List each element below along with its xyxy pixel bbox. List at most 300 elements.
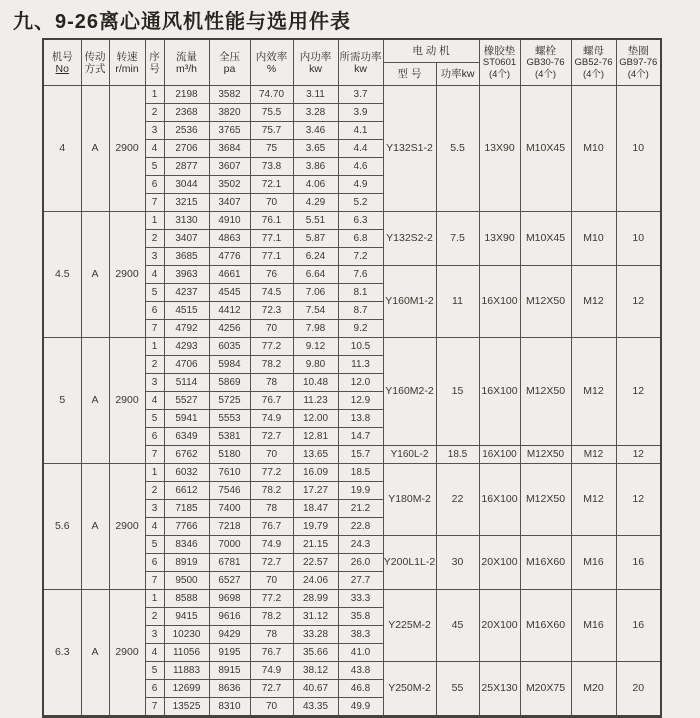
nut-cell: M12 xyxy=(571,338,616,446)
efficiency-cell: 74.70 xyxy=(250,86,293,104)
seq-cell: 2 xyxy=(145,608,164,626)
flow-cell: 7185 xyxy=(164,500,209,518)
col-header-pressure xyxy=(209,39,250,86)
rubber-pad-cell: 20X100 xyxy=(479,590,520,662)
header-line: No xyxy=(55,62,69,75)
power-cell: 16.09 xyxy=(293,464,338,482)
seq-cell: 7 xyxy=(145,698,164,717)
speed-cell: 2900 xyxy=(109,464,145,590)
nut-cell: M12 xyxy=(571,266,616,338)
power-cell: 12.81 xyxy=(293,428,338,446)
bolt-cell: M20X75 xyxy=(520,662,571,717)
power-cell: 13.65 xyxy=(293,446,338,464)
efficiency-cell: 72.7 xyxy=(250,554,293,572)
power-cell: 9.12 xyxy=(293,338,338,356)
bolt-cell: M12X50 xyxy=(520,266,571,338)
required-power-cell: 41.0 xyxy=(338,644,383,662)
washer-cell: 12 xyxy=(616,266,661,338)
seq-cell: 7 xyxy=(145,320,164,338)
seq-cell: 3 xyxy=(145,122,164,140)
drive-cell: A xyxy=(81,590,109,717)
pressure-cell: 5725 xyxy=(209,392,250,410)
rubber-pad-cell: 16X100 xyxy=(479,446,520,464)
motor-power-cell: 5.5 xyxy=(436,86,479,212)
page-title: 九、9-26离心通风机性能与选用件表 xyxy=(13,11,352,33)
flow-cell: 4515 xyxy=(164,302,209,320)
col-header-bolt xyxy=(520,39,571,86)
flow-cell: 2368 xyxy=(164,104,209,122)
power-cell: 31.12 xyxy=(293,608,338,626)
required-power-cell: 8.7 xyxy=(338,302,383,320)
header-line: 橡胶垫 xyxy=(483,44,516,57)
header-line: kw xyxy=(354,62,367,75)
header-line: (4个) xyxy=(582,68,605,80)
power-cell: 11.23 xyxy=(293,392,338,410)
header-line: 内效率 xyxy=(255,50,288,63)
required-power-cell: 7.6 xyxy=(338,266,383,284)
required-power-cell: 9.2 xyxy=(338,320,383,338)
machine-no-cell: 5 xyxy=(43,338,81,464)
col-header-power xyxy=(293,39,338,86)
rubber-pad-cell: 13X90 xyxy=(479,86,520,212)
seq-cell: 1 xyxy=(145,86,164,104)
required-power-cell: 3.9 xyxy=(338,104,383,122)
col-header-nut xyxy=(571,39,616,86)
efficiency-cell: 78.2 xyxy=(250,482,293,500)
col-header-flow xyxy=(164,39,209,86)
header-line: 转速 xyxy=(116,50,138,63)
pressure-cell: 3407 xyxy=(209,194,250,212)
seq-cell: 1 xyxy=(145,338,164,356)
rubber-pad-cell: 16X100 xyxy=(479,338,520,446)
flow-cell: 8346 xyxy=(164,536,209,554)
pressure-cell: 8915 xyxy=(209,662,250,680)
pressure-cell: 4910 xyxy=(209,212,250,230)
required-power-cell: 33.3 xyxy=(338,590,383,608)
flow-cell: 4706 xyxy=(164,356,209,374)
drive-cell: A xyxy=(81,212,109,338)
efficiency-cell: 72.7 xyxy=(250,680,293,698)
table-body xyxy=(43,86,661,717)
power-cell: 7.98 xyxy=(293,320,338,338)
col-header-speed xyxy=(109,39,145,86)
seq-cell: 6 xyxy=(145,176,164,194)
header-line: 机号 xyxy=(51,50,73,63)
seq-cell: 2 xyxy=(145,230,164,248)
power-cell: 3.86 xyxy=(293,158,338,176)
required-power-cell: 7.2 xyxy=(338,248,383,266)
washer-cell: 10 xyxy=(616,212,661,266)
flow-cell: 8588 xyxy=(164,590,209,608)
pressure-cell: 4256 xyxy=(209,320,250,338)
table-header xyxy=(43,39,661,86)
flow-cell: 4293 xyxy=(164,338,209,356)
header-line: 所需功率 xyxy=(339,50,382,63)
header-line: 内功率 xyxy=(299,50,332,63)
washer-cell: 20 xyxy=(616,662,661,717)
efficiency-cell: 78 xyxy=(250,500,293,518)
pressure-cell: 9698 xyxy=(209,590,250,608)
required-power-cell: 14.7 xyxy=(338,428,383,446)
seq-cell: 2 xyxy=(145,482,164,500)
flow-cell: 5527 xyxy=(164,392,209,410)
flow-cell: 8919 xyxy=(164,554,209,572)
seq-cell: 4 xyxy=(145,644,164,662)
seq-cell: 6 xyxy=(145,680,164,698)
efficiency-cell: 70 xyxy=(250,446,293,464)
flow-cell: 2198 xyxy=(164,86,209,104)
col-header-washer xyxy=(616,39,661,86)
pressure-cell: 3607 xyxy=(209,158,250,176)
seq-cell: 4 xyxy=(145,392,164,410)
seq-cell: 2 xyxy=(145,104,164,122)
pressure-cell: 6527 xyxy=(209,572,250,590)
col-header-efficiency xyxy=(250,39,293,86)
motor-power-cell: 15 xyxy=(436,338,479,446)
motor-model-cell: Y200L1L-2 xyxy=(383,536,436,590)
power-cell: 6.24 xyxy=(293,248,338,266)
pressure-cell: 5381 xyxy=(209,428,250,446)
header-line: (4个) xyxy=(627,68,649,80)
flow-cell: 2877 xyxy=(164,158,209,176)
required-power-cell: 27.7 xyxy=(338,572,383,590)
machine-no-cell: 6.3 xyxy=(43,590,81,717)
efficiency-cell: 76.7 xyxy=(250,644,293,662)
header-line: m³/h xyxy=(176,62,197,75)
flow-cell: 6612 xyxy=(164,482,209,500)
seq-cell: 5 xyxy=(145,536,164,554)
flow-cell: 2706 xyxy=(164,140,209,158)
required-power-cell: 21.2 xyxy=(338,500,383,518)
table-row xyxy=(43,464,661,482)
washer-cell: 16 xyxy=(616,536,661,590)
power-cell: 28.99 xyxy=(293,590,338,608)
seq-cell: 6 xyxy=(145,554,164,572)
header-line: (4个) xyxy=(488,68,511,80)
motor-model-cell: Y132S1-2 xyxy=(383,86,436,212)
seq-cell: 7 xyxy=(145,194,164,212)
table-row xyxy=(43,212,661,230)
nut-cell: M10 xyxy=(571,86,616,212)
header-line: GB30-76 xyxy=(526,56,565,68)
efficiency-cell: 78.2 xyxy=(250,356,293,374)
efficiency-cell: 70 xyxy=(250,320,293,338)
required-power-cell: 8.1 xyxy=(338,284,383,302)
required-power-cell: 35.8 xyxy=(338,608,383,626)
power-cell: 3.65 xyxy=(293,140,338,158)
power-cell: 5.51 xyxy=(293,212,338,230)
seq-cell: 3 xyxy=(145,500,164,518)
efficiency-cell: 75.7 xyxy=(250,122,293,140)
power-cell: 5.87 xyxy=(293,230,338,248)
efficiency-cell: 76.7 xyxy=(250,518,293,536)
efficiency-cell: 77.2 xyxy=(250,338,293,356)
efficiency-cell: 76 xyxy=(250,266,293,284)
col-header-required-power xyxy=(338,39,383,86)
efficiency-cell: 70 xyxy=(250,194,293,212)
flow-cell: 5941 xyxy=(164,410,209,428)
flow-cell: 11883 xyxy=(164,662,209,680)
power-cell: 18.47 xyxy=(293,500,338,518)
power-cell: 7.54 xyxy=(293,302,338,320)
pressure-cell: 3684 xyxy=(209,140,250,158)
power-cell: 33.28 xyxy=(293,626,338,644)
flow-cell: 3685 xyxy=(164,248,209,266)
header-line: ST0601 xyxy=(482,56,517,68)
power-cell: 3.46 xyxy=(293,122,338,140)
required-power-cell: 11.3 xyxy=(338,356,383,374)
pressure-cell: 5984 xyxy=(209,356,250,374)
efficiency-cell: 76.7 xyxy=(250,392,293,410)
motor-model-cell: Y250M-2 xyxy=(383,662,436,717)
pressure-cell: 4412 xyxy=(209,302,250,320)
flow-cell: 9415 xyxy=(164,608,209,626)
table-row xyxy=(43,590,661,608)
header-line: kw xyxy=(309,62,322,75)
washer-cell: 12 xyxy=(616,464,661,536)
motor-power-cell: 30 xyxy=(436,536,479,590)
efficiency-cell: 72.1 xyxy=(250,176,293,194)
pressure-cell: 4863 xyxy=(209,230,250,248)
efficiency-cell: 77.1 xyxy=(250,230,293,248)
bolt-cell: M16X60 xyxy=(520,536,571,590)
motor-power-cell: 18.5 xyxy=(436,446,479,464)
power-cell: 12.00 xyxy=(293,410,338,428)
flow-cell: 12699 xyxy=(164,680,209,698)
washer-cell: 10 xyxy=(616,86,661,212)
header-line: GB52-76 xyxy=(574,56,613,68)
pressure-cell: 6781 xyxy=(209,554,250,572)
pressure-cell: 4661 xyxy=(209,266,250,284)
seq-cell: 4 xyxy=(145,518,164,536)
flow-cell: 11056 xyxy=(164,644,209,662)
required-power-cell: 12.9 xyxy=(338,392,383,410)
required-power-cell: 12.0 xyxy=(338,374,383,392)
drive-cell: A xyxy=(81,86,109,212)
power-cell: 4.06 xyxy=(293,176,338,194)
rubber-pad-cell: 20X100 xyxy=(479,536,520,590)
pressure-cell: 7610 xyxy=(209,464,250,482)
efficiency-cell: 70 xyxy=(250,572,293,590)
rubber-pad-cell: 13X90 xyxy=(479,212,520,266)
pressure-cell: 3582 xyxy=(209,86,250,104)
power-cell: 24.06 xyxy=(293,572,338,590)
power-cell: 43.35 xyxy=(293,698,338,717)
col-header-motor-power: 功率kw xyxy=(436,63,479,86)
col-header-motor-group: 电 动 机 xyxy=(383,39,479,63)
required-power-cell: 6.3 xyxy=(338,212,383,230)
seq-cell: 1 xyxy=(145,464,164,482)
efficiency-cell: 78 xyxy=(250,626,293,644)
bolt-cell: M12X50 xyxy=(520,464,571,536)
header-line: 全压 xyxy=(219,50,240,63)
motor-model-cell: Y132S2-2 xyxy=(383,212,436,266)
bolt-cell: M12X50 xyxy=(520,446,571,464)
power-cell: 10.48 xyxy=(293,374,338,392)
speed-cell: 2900 xyxy=(109,86,145,212)
efficiency-cell: 74.9 xyxy=(250,410,293,428)
seq-cell: 5 xyxy=(145,662,164,680)
power-cell: 9.80 xyxy=(293,356,338,374)
header-line: 流量 xyxy=(176,50,197,63)
flow-cell: 10230 xyxy=(164,626,209,644)
seq-cell: 1 xyxy=(145,212,164,230)
col-header-drive xyxy=(81,39,109,86)
motor-model-cell: Y160M1-2 xyxy=(383,266,436,338)
seq-cell: 6 xyxy=(145,428,164,446)
header-line: 方式 xyxy=(84,62,106,75)
motor-power-cell: 7.5 xyxy=(436,212,479,266)
seq-cell: 5 xyxy=(145,284,164,302)
motor-model-cell: Y180M-2 xyxy=(383,464,436,536)
flow-cell: 9500 xyxy=(164,572,209,590)
machine-no-cell: 4 xyxy=(43,86,81,212)
motor-model-cell: Y225M-2 xyxy=(383,590,436,662)
power-cell: 40.67 xyxy=(293,680,338,698)
pressure-cell: 7400 xyxy=(209,500,250,518)
required-power-cell: 4.4 xyxy=(338,140,383,158)
speed-cell: 2900 xyxy=(109,338,145,464)
efficiency-cell: 78.2 xyxy=(250,608,293,626)
flow-cell: 3215 xyxy=(164,194,209,212)
required-power-cell: 3.7 xyxy=(338,86,383,104)
header-line: 序 xyxy=(149,50,160,63)
pressure-cell: 4545 xyxy=(209,284,250,302)
required-power-cell: 4.9 xyxy=(338,176,383,194)
power-cell: 17.27 xyxy=(293,482,338,500)
header-line: r/min xyxy=(115,62,139,75)
flow-cell: 5114 xyxy=(164,374,209,392)
nut-cell: M12 xyxy=(571,446,616,464)
machine-no-cell: 5.6 xyxy=(43,464,81,590)
flow-cell: 3963 xyxy=(164,266,209,284)
required-power-cell: 26.0 xyxy=(338,554,383,572)
bolt-cell: M12X50 xyxy=(520,338,571,446)
power-cell: 3.11 xyxy=(293,86,338,104)
motor-model-cell: Y160L-2 xyxy=(383,446,436,464)
nut-cell: M12 xyxy=(571,464,616,536)
drive-cell: A xyxy=(81,464,109,590)
efficiency-cell: 72.3 xyxy=(250,302,293,320)
efficiency-cell: 73.8 xyxy=(250,158,293,176)
power-cell: 19.79 xyxy=(293,518,338,536)
flow-cell: 6032 xyxy=(164,464,209,482)
required-power-cell: 22.8 xyxy=(338,518,383,536)
header-line: GB97-76 xyxy=(619,56,658,68)
required-power-cell: 4.1 xyxy=(338,122,383,140)
col-header-motor-model: 型 号 xyxy=(383,63,436,86)
flow-cell: 4792 xyxy=(164,320,209,338)
required-power-cell: 18.5 xyxy=(338,464,383,482)
pressure-cell: 5553 xyxy=(209,410,250,428)
power-cell: 21.15 xyxy=(293,536,338,554)
power-cell: 6.64 xyxy=(293,266,338,284)
header-line: % xyxy=(266,62,277,75)
required-power-cell: 13.8 xyxy=(338,410,383,428)
pressure-cell: 4776 xyxy=(209,248,250,266)
header-line: (4个) xyxy=(534,68,557,80)
seq-cell: 6 xyxy=(145,302,164,320)
pressure-cell: 6035 xyxy=(209,338,250,356)
motor-power-cell: 11 xyxy=(436,266,479,338)
seq-cell: 1 xyxy=(145,590,164,608)
bolt-cell: M10X45 xyxy=(520,212,571,266)
pressure-cell: 8310 xyxy=(209,698,250,717)
header-line: pa xyxy=(223,62,236,75)
header-line: 垫圈 xyxy=(627,44,649,57)
motor-model-cell: Y160M2-2 xyxy=(383,338,436,446)
seq-cell: 7 xyxy=(145,572,164,590)
required-power-cell: 6.8 xyxy=(338,230,383,248)
bolt-cell: M10X45 xyxy=(520,86,571,212)
required-power-cell: 19.9 xyxy=(338,482,383,500)
fan-spec-table xyxy=(42,38,662,718)
washer-cell: 12 xyxy=(616,338,661,446)
header-line: 号 xyxy=(149,62,160,75)
seq-cell: 5 xyxy=(145,410,164,428)
seq-cell: 3 xyxy=(145,374,164,392)
nut-cell: M16 xyxy=(571,590,616,662)
header-line: 螺栓 xyxy=(535,44,556,57)
seq-cell: 5 xyxy=(145,158,164,176)
speed-cell: 2900 xyxy=(109,212,145,338)
efficiency-cell: 75 xyxy=(250,140,293,158)
pressure-cell: 9616 xyxy=(209,608,250,626)
drive-cell: A xyxy=(81,338,109,464)
pressure-cell: 7546 xyxy=(209,482,250,500)
required-power-cell: 43.8 xyxy=(338,662,383,680)
power-cell: 35.66 xyxy=(293,644,338,662)
required-power-cell: 24.3 xyxy=(338,536,383,554)
power-cell: 7.06 xyxy=(293,284,338,302)
rubber-pad-cell: 16X100 xyxy=(479,464,520,536)
efficiency-cell: 72.7 xyxy=(250,428,293,446)
seq-cell: 4 xyxy=(145,266,164,284)
power-cell: 22.57 xyxy=(293,554,338,572)
col-header-machine-no xyxy=(43,39,81,86)
washer-cell: 12 xyxy=(616,446,661,464)
efficiency-cell: 76.1 xyxy=(250,212,293,230)
bolt-cell: M16X60 xyxy=(520,590,571,662)
table-row xyxy=(43,338,661,356)
pressure-cell: 5180 xyxy=(209,446,250,464)
flow-cell: 4237 xyxy=(164,284,209,302)
pressure-cell: 9195 xyxy=(209,644,250,662)
power-cell: 4.29 xyxy=(293,194,338,212)
efficiency-cell: 74.5 xyxy=(250,284,293,302)
flow-cell: 6762 xyxy=(164,446,209,464)
flow-cell: 3407 xyxy=(164,230,209,248)
pressure-cell: 3765 xyxy=(209,122,250,140)
pressure-cell: 3820 xyxy=(209,104,250,122)
speed-cell: 2900 xyxy=(109,590,145,717)
rubber-pad-cell: 16X100 xyxy=(479,266,520,338)
pressure-cell: 9429 xyxy=(209,626,250,644)
flow-cell: 7766 xyxy=(164,518,209,536)
col-header-rubber-pad xyxy=(479,39,520,86)
pressure-cell: 3502 xyxy=(209,176,250,194)
efficiency-cell: 74.9 xyxy=(250,536,293,554)
efficiency-cell: 75.5 xyxy=(250,104,293,122)
motor-power-cell: 45 xyxy=(436,590,479,662)
seq-cell: 2 xyxy=(145,356,164,374)
motor-power-cell: 55 xyxy=(436,662,479,717)
nut-cell: M10 xyxy=(571,212,616,266)
flow-cell: 13525 xyxy=(164,698,209,717)
header-line: 传动 xyxy=(84,50,106,63)
efficiency-cell: 70 xyxy=(250,698,293,717)
required-power-cell: 5.2 xyxy=(338,194,383,212)
